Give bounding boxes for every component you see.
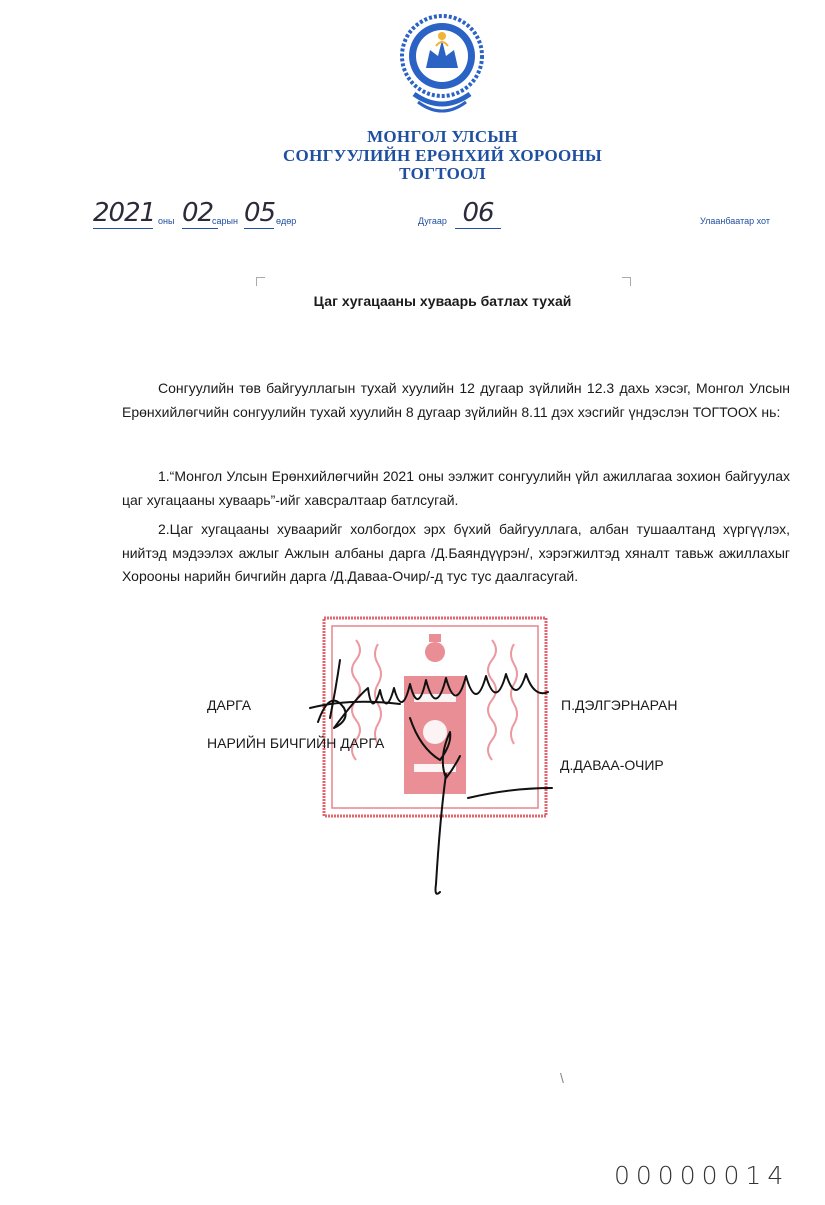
body-paragraph-3: 2.Цаг хугацааны хуваарийг холбогдох эрх бүхий байгууллага, албан тушаалтанд хүргүүлэх, нийтэд мэдээлэх ажлыг Ажлын албаны дарга /Д.Баяндүүрэн/, хэрэгжилтэд хяналт тавьж ажиллахыг Хорооны нарийн бичгийн дарга /Д.Даваа-Очир/-д тус тус даалгасугай. (122, 521, 790, 584)
day-label: өдөр (276, 216, 297, 226)
stray-mark: \ (560, 1070, 564, 1086)
signatory-role-chair: ДАРГА (207, 697, 252, 713)
month-label: сарын (212, 216, 238, 226)
signatory-name-chair: П.ДЭЛГЭРНАРАН (561, 697, 678, 713)
corner-mark-right (622, 277, 631, 286)
org-name-line1: МОНГОЛ УЛСЫН (367, 127, 518, 146)
serial-number: 00000014 (614, 1161, 790, 1190)
date-month: 02 (182, 198, 218, 229)
org-name-line2: СОНГУУЛИЙН ЕРӨНХИЙ ХОРООНЫ (282, 146, 603, 165)
signatory-name-secretary: Д.ДАВАА-ОЧИР (560, 757, 664, 773)
signatory-role-secretary: НАРИЙН БИЧГИЙН ДАРГА (207, 735, 385, 751)
document-type: ТОГТООЛ (399, 164, 486, 183)
handwritten-signature-icon (290, 648, 570, 908)
date-day: 05 (244, 198, 276, 228)
state-emblem-icon (396, 10, 488, 118)
corner-mark-left (256, 277, 265, 286)
year-label: оны (158, 216, 175, 226)
body-paragraph-2: 1.“Монгол Улсын Ерөнхийлөгчийн 2021 оны ээлжит сонгуулийн үйл ажиллагаа зохион байгуулах цаг хугацааны хуваарь”-ийг хавсралтаар батлсугай. (122, 468, 790, 508)
city: Улаанбаатар хот (700, 216, 770, 226)
date-year: 2021 (93, 198, 156, 228)
number-label: Дугаар (418, 216, 447, 226)
document-subject: Цаг хугацааны хуваарь батлах тухай (313, 293, 572, 309)
document-number: 06 (455, 198, 501, 229)
body-paragraph-1: Сонгуулийн төв байгууллагын тухай хуулийн 12 дугаар зүйлийн 12.3 дахь хэсэг, Монгол Улсын Ерөнхийлөгчийн сонгуулийн тухай хуулийн 8 дугаар зүйлийн 8.11 дэх хэсгийг үндэслэн ТОГТООХ нь: (122, 380, 790, 420)
